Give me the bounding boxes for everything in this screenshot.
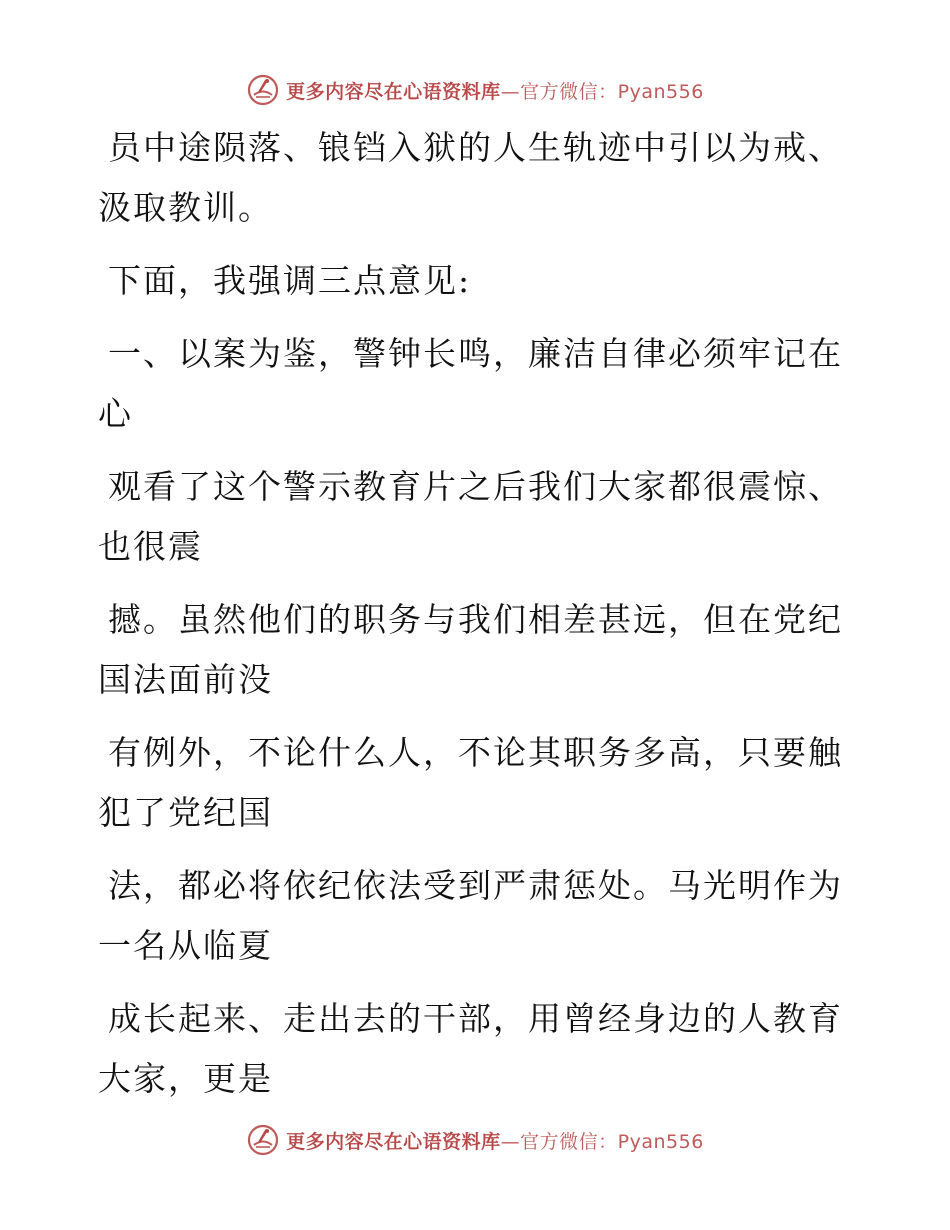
paragraph xyxy=(98,590,843,710)
banner-dash: — xyxy=(500,80,521,103)
book-quill-logo-icon xyxy=(246,73,280,107)
section-heading xyxy=(98,324,843,444)
header-banner xyxy=(0,70,950,110)
text-line: 也很震 xyxy=(98,527,203,566)
banner-text xyxy=(286,77,704,104)
text-line: 有例外，不论什么人，不论其职务多高，只要触 xyxy=(108,733,843,772)
text-line: 国法面前没 xyxy=(98,660,273,699)
banner-prefix: 更多内容尽在心语资料库 xyxy=(286,80,501,103)
text-line: 成长起来、走出去的干部，用曾经身边的人教育 xyxy=(108,999,843,1038)
text-line: 下面，我强调三点意见: xyxy=(108,261,472,300)
banner-suffix: 官方微信：Pyan556 xyxy=(520,80,704,103)
paragraph xyxy=(98,118,843,238)
document-body xyxy=(98,118,843,1109)
text-line: 汲取教训。 xyxy=(98,188,273,227)
book-quill-logo-icon xyxy=(246,1123,280,1157)
paragraph xyxy=(98,723,843,843)
paragraph xyxy=(98,856,843,976)
banner-dash: — xyxy=(500,1130,521,1153)
banner-prefix: 更多内容尽在心语资料库 xyxy=(286,1130,501,1153)
paragraph xyxy=(98,989,843,1109)
banner-suffix: 官方微信：Pyan556 xyxy=(520,1130,704,1153)
text-line: 心 xyxy=(98,394,133,433)
text-line: 犯了党纪国 xyxy=(98,793,273,832)
footer-banner xyxy=(0,1120,950,1160)
text-line: 法，都必将依纪依法受到严肃惩处。马光明作为 xyxy=(108,866,843,905)
text-line: 撼。虽然他们的职务与我们相差甚远，但在党纪 xyxy=(108,600,843,639)
paragraph xyxy=(98,251,838,311)
banner-text xyxy=(286,1127,704,1154)
paragraph xyxy=(98,457,843,577)
text-line: 员中途陨落、锒铛入狱的人生轨迹中引以为戒、 xyxy=(108,128,843,167)
text-line: 大家，更是 xyxy=(98,1059,273,1098)
text-line: 观看了这个警示教育片之后我们大家都很震惊、 xyxy=(108,467,843,506)
text-line: 一名从临夏 xyxy=(98,926,273,965)
text-line: 一、以案为鉴，警钟长鸣，廉洁自律必须牢记在 xyxy=(108,334,843,373)
